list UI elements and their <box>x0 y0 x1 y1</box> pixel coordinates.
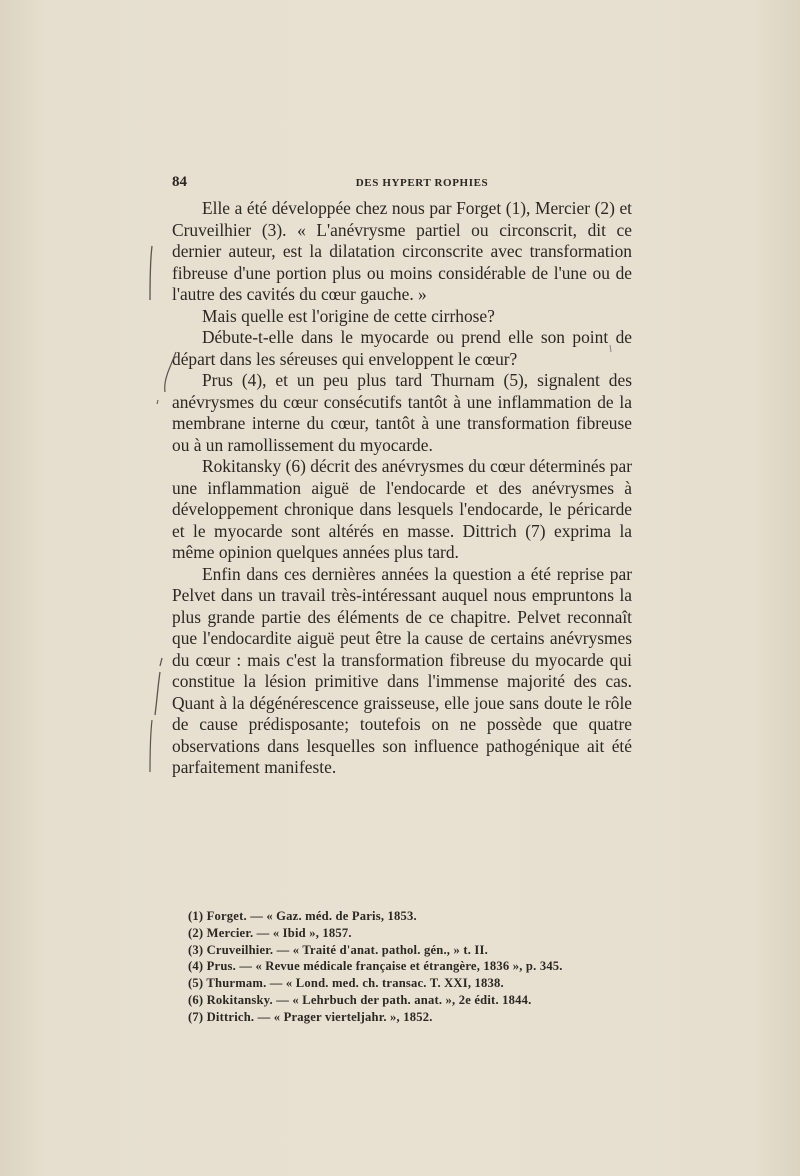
footnote-1: (1) Forget. — « Gaz. méd. de Paris, 1853. <box>188 909 417 923</box>
pencil-mark-3 <box>157 400 158 404</box>
footnote-3: (3) Cruveilhier. — « Traité d'anat. pathol. gén., » t. II. <box>188 942 488 957</box>
paragraph-pelvet: Enfin dans ces dernières années la question a été reprise par Pelvet dans un travail très-intéressant auquel nous empruntons la plus grande partie des éléments de ce chapitre. Pelvet reconnaît que l'endocardite aiguë peut être la cause de certains anévrysmes du cœur : mais c'est la transformation fibreuse du myocarde qui constitue la lésion primitive dans l'immense majorité des cas. Quant à la dégénérescence graisseuse, elle joue sans doute le rôle de cause prédisposante; toutefois on ne possède que quatre observations dans lesquelles son influence pathogénique ait été parfaitement manifeste. <box>172 563 632 777</box>
paragraph-question-origin: Mais quelle est l'origine de cette cirrhose? <box>202 305 495 326</box>
pencil-mark-1 <box>150 246 152 300</box>
footnote-6: (6) Rokitansky. — « Lehrbuch der path. anat. », 2e édit. 1844. <box>188 992 532 1007</box>
footnote-2: (2) Mercier. — « Ibid », 1857. <box>188 925 352 940</box>
paragraph-rokitansky: Rokitansky (6) décrit des anévrysmes du cœur déterminés par une inflammation aiguë de l'endocarde et des anévrysmes à développement chronique dans lesquels l'endocarde, le péricarde et le myocarde sont altérés en masse. Dittrich (7) exprima la même opinion quelques années plus tard. <box>172 456 632 562</box>
pencil-mark-4 <box>155 658 162 715</box>
pencil-mark-5 <box>150 720 152 772</box>
pencil-mark-6 <box>610 345 611 352</box>
footnote-5: (5) Thurmam. — « Lond. med. ch. transac. T. XXI, 1838. <box>188 976 504 991</box>
running-head: DES HYPERT ROPHIES <box>355 177 489 189</box>
paragraph-forget-mercier: Elle a été développée chez nous par Forget (1), Mercier (2) et Cruveilhier (3). « L'anévrysme partiel ou circonscrit, dit ce dernier auteur, est la dilatation circonscrite avec transformation fibreuse d'une portion plus ou moins considérable de l'une ou de l'autre des cavités du cœur gauche. » <box>172 198 632 304</box>
pencil-mark-2 <box>165 352 176 392</box>
paragraph-question-myocarde: Débute-t-elle dans le myocarde ou prend elle son point de départ dans les séreuses qui enveloppent le cœur? <box>172 327 632 369</box>
footnote-4: (4) Prus. — « Revue médicale française et étrangère, 1836 », p. 345. <box>188 959 563 974</box>
footnote-7: (7) Dittrich. — « Prager vierteljahr. », 1852. <box>188 1009 433 1024</box>
page-number: 84 <box>172 174 187 190</box>
paragraph-prus-thurnam: Prus (4), et un peu plus tard Thurnam (5), signalent des anévrysmes du cœur consécutifs tantôt à une inflammation de la membrane interne du cœur, tantôt à une transformation fibreuse ou à un ramollissement du myocarde. <box>172 370 632 455</box>
